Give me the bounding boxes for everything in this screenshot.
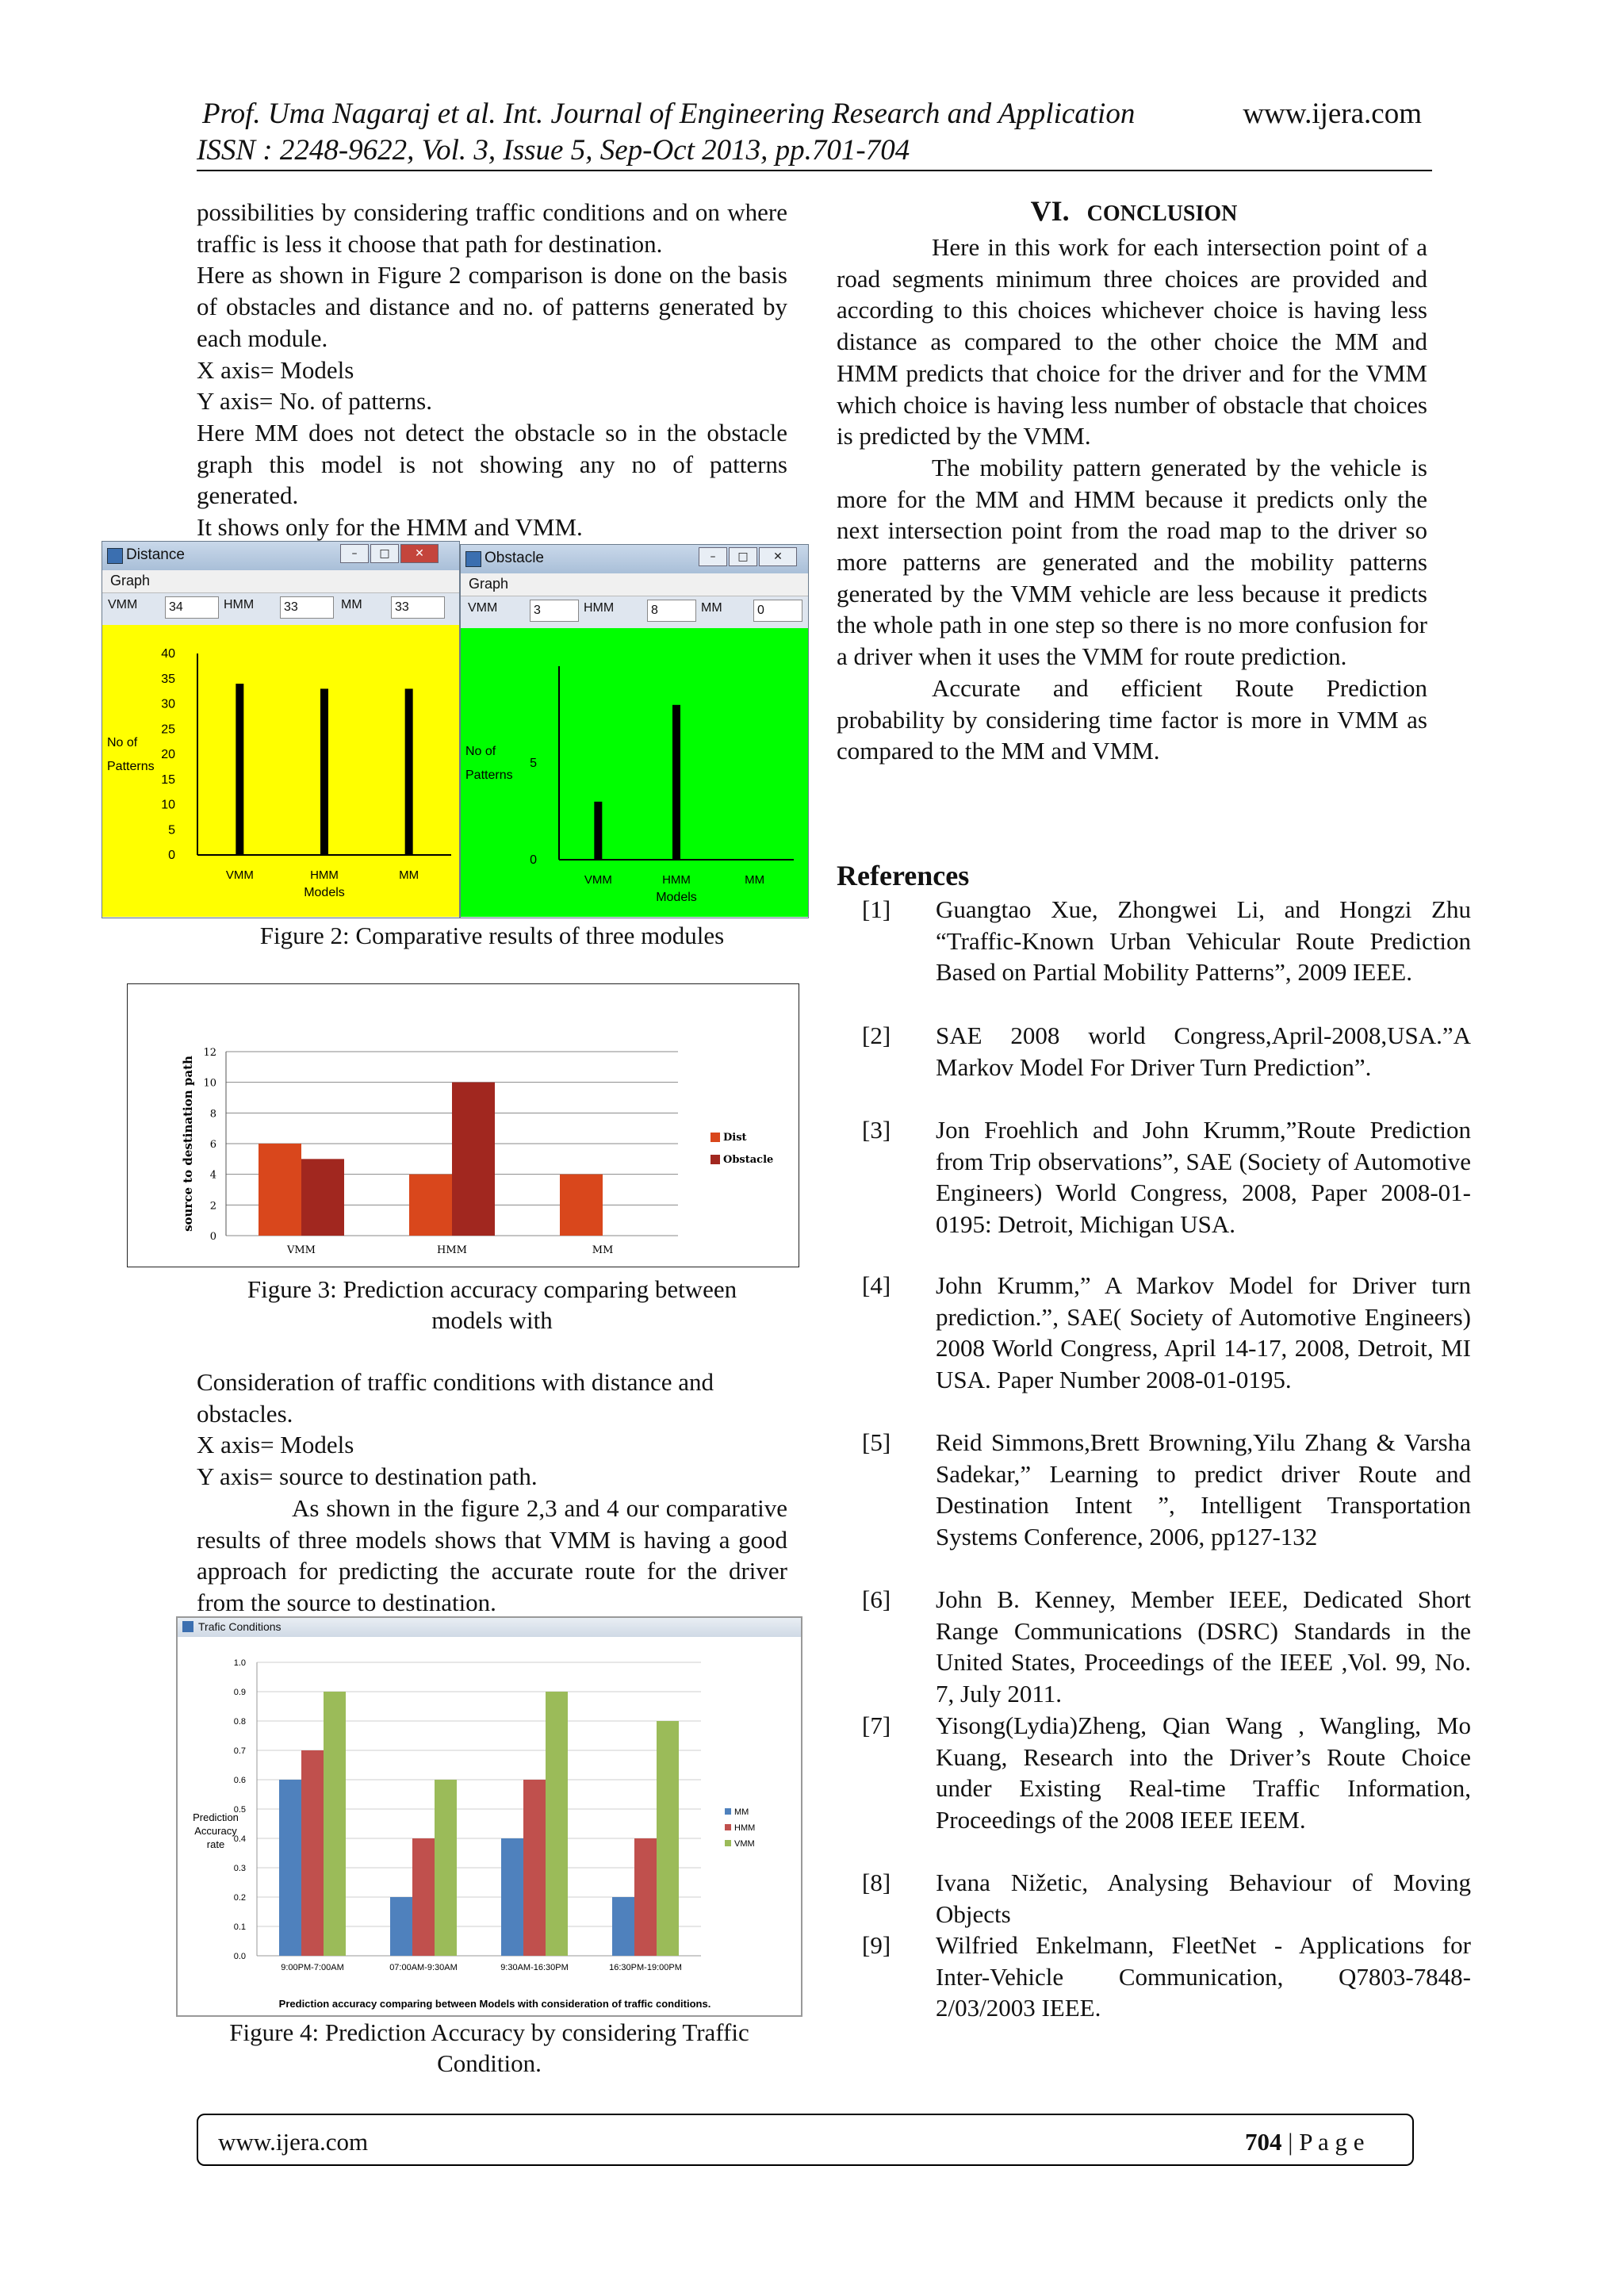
chart-title: Prediction accuracy comparing between Models with consideration of traffic conditions. [278,1998,711,2010]
y-tick-label: 10 [203,1077,216,1090]
close-button[interactable]: ✕ [759,547,797,566]
maximize-button[interactable]: □ [370,544,399,563]
page-label: | P a g e [1281,2128,1365,2156]
bar-hmm-3 [523,1780,546,1956]
y-tick-label: 0.2 [233,1893,246,1903]
x-tick-label: 9:30AM-16:30PM [500,1963,569,1972]
page-number [1245,2128,1365,2156]
reference-number: [4] [862,1271,891,1299]
figure-4-caption [176,2017,802,2079]
x-tick-label: HMM [662,873,691,887]
y-tick-label: 12 [203,1047,216,1059]
reference-text: John B. Kenney, Member IEEE, Dedicated Short Range Communications (DSRC) Standards in the United States, Proceedings of the IEEE ,Vol. 99, No. 7, July 2011. [936,1585,1471,1708]
x-axis-label: Models [304,886,345,899]
x-tick-label: 16:30PM-19:00PM [609,1963,682,1972]
y-tick-label: 0.0 [233,1952,246,1961]
hmm-label: HMM [224,598,255,611]
x-tick-label: 07:00AM-9:30AM [389,1963,458,1972]
y-tick-label: 40 [161,647,175,661]
menu-bar [461,573,808,596]
distance-bar-chart [102,625,459,917]
hmm-value-field[interactable]: 8 [647,600,696,622]
legend-swatch [725,1840,731,1846]
bar-vmm-1 [324,1692,346,1956]
y-tick-label: 0.6 [233,1776,246,1785]
caption-line: models with [431,1306,553,1334]
reference-number: [3] [862,1116,891,1144]
bar-hmm-2 [412,1838,435,1956]
close-button[interactable]: ✕ [400,544,439,563]
vmm-label: VMM [108,598,138,611]
bar-obstacle-hmm [452,1083,495,1236]
bar-vmm-3 [546,1692,568,1956]
reference-text: Guangtao Xue, Zhongwei Li, and Hongzi Zhu “Traffic-Known Urban Vehicular Route Prediction Based on Partial Mobility Patterns”, 2009 IEEE. [936,895,1471,987]
bar-dist-mm [560,1175,603,1236]
y-axis-note: Y axis= No. of patterns. [197,387,432,416]
y-tick-label: 35 [161,672,175,686]
y-tick-label: 1.0 [233,1658,246,1668]
paragraph: It shows only for the HMM and VMM. [197,513,583,542]
reference-text: SAE 2008 world Congress,April-2008,USA.”A Markov Model For Driver Turn Prediction”. [936,1022,1471,1081]
legend-swatch [725,1824,731,1830]
y-tick-label: 10 [161,798,175,812]
y-tick-label: 2 [209,1200,216,1213]
y-axis-label-part: rate [206,1838,225,1850]
window-title: Trafic Conditions [198,1620,282,1633]
figure-3-caption [197,1274,787,1336]
section-number: VI. [1030,195,1070,227]
y-tick-label: 0 [168,849,175,862]
y-axis-label-part: Accuracy [194,1825,237,1837]
y-tick-label: 0.7 [233,1746,246,1756]
obstacle-window-titlebar [461,545,808,573]
caption-line: Figure 3: Prediction accuracy comparing between [247,1275,737,1303]
figure-2-caption: Figure 2: Comparative results of three modules [259,922,725,949]
x-tick-label: VMM [584,873,612,887]
y-tick-label: 0.1 [233,1922,246,1932]
footer-bar [197,2114,1414,2166]
reference-number: [7] [862,1711,891,1739]
reference-number: [9] [862,1931,891,1959]
y-axis-note: Y axis= source to destination path. [197,1462,538,1491]
java-app-icon [107,548,123,564]
distance-field-row [102,592,460,623]
reference-number: [2] [862,1022,891,1049]
chart-background [178,1637,801,2015]
page-number-value: 704 [1245,2128,1282,2156]
y-tick-label: 0 [209,1231,216,1243]
vmm-label: VMM [468,601,498,615]
java-app-icon [182,1621,193,1632]
x-axis-label: Models [656,891,697,904]
legend-swatch [710,1155,720,1164]
y-tick-label: 6 [209,1139,216,1151]
x-tick-label: HMM [437,1244,467,1256]
menu-graph[interactable]: Graph [110,573,151,588]
bar-vmm [594,802,602,860]
figure-3-chart [127,983,799,1267]
y-axis-label: No of [107,736,138,749]
minimize-button[interactable]: – [340,544,369,563]
footer-url[interactable]: www.ijera.com [218,2128,369,2156]
reference-text: Wilfried Enkelmann, FleetNet - Applications for Inter-Vehicle Communication, Q7803-7848-2/03/2003 IEEE. [936,1931,1471,2022]
x-tick-label: HMM [310,868,339,882]
menu-graph[interactable]: Graph [469,576,509,592]
header-rule [197,170,1432,171]
y-axis-label-part: Prediction [193,1811,239,1823]
running-header-issn: ISSN : 2248-9622, Vol. 3, Issue 5, Sep-Oct 2013, pp.701-704 [197,134,910,167]
paragraph: Here MM does not detect the obstacle so in the obstacle graph this model is not showing any no of patterns generated. [197,418,787,510]
reference-number: [8] [862,1869,891,1896]
mm-label: MM [701,601,722,615]
x-tick-label: 9:00PM-7:00AM [281,1963,344,1972]
section-heading [837,194,1431,228]
bar-hmm-4 [634,1838,657,1956]
y-tick-label: 0.8 [233,1717,246,1727]
y-tick-label: 0.9 [233,1688,246,1697]
reference-number: [5] [862,1428,891,1456]
paragraph: possibilities by considering traffic conditions and on where traffic is less it choose that path for destination. [197,198,787,258]
bar-mm-2 [390,1897,412,1956]
y-tick-label: 4 [209,1169,216,1182]
bar-hmm [672,705,680,860]
vmm-value-field[interactable]: 34 [165,596,219,619]
window-title: Obstacle [485,550,544,566]
y-tick-label: 0.4 [233,1834,246,1844]
legend-label: VMM [734,1839,755,1849]
x-tick-label: MM [592,1244,614,1256]
y-tick-label: 0.5 [233,1805,246,1815]
legend-swatch [710,1133,720,1142]
y-tick-label: 20 [161,748,175,761]
y-tick-label: 5 [530,757,537,770]
x-tick-label: VMM [225,868,254,882]
x-axis-note: X axis= Models [197,1431,354,1459]
caption-line: Figure 4: Prediction Accuracy by considering Traffic [229,2018,749,2046]
x-tick-label: VMM [286,1244,316,1256]
reference-number: [1] [862,895,891,923]
hmm-value-field[interactable]: 33 [280,596,334,619]
bar-mm-1 [279,1780,301,1956]
reference-text: John Krumm,” A Markov Model for Driver turn prediction.”, SAE( Society of Automotive Engineers) 2008 World Congress, April 14-17, 2008, Detroit, MI USA. Paper Number 2008-01-0195. [936,1271,1471,1394]
bar-obstacle-vmm [301,1159,344,1236]
java-app-icon [465,551,481,567]
paragraph: Here in this work for each intersection point of a road segments minimum three choices are provided and according to this choices whichever choice is having less distance as compared to the other choice the MM and HMM predicts that choice for the driver and for the VMM which choice is having less number of obstacle that choices is predicted by the VMM. [837,233,1427,450]
running-header-url[interactable]: www.ijera.com [1243,98,1422,130]
obstacle-field-row [460,595,809,627]
hmm-label: HMM [584,601,615,615]
bar-mm-3 [501,1838,523,1956]
y-tick-label: 8 [209,1108,216,1121]
legend-label: HMM [734,1823,756,1833]
x-tick-label: MM [745,873,765,887]
references-heading: References [837,860,970,891]
conclusion-text [837,232,1427,767]
y-tick-label: 0.3 [233,1864,246,1873]
figure-4-chart [178,1637,801,2015]
left-column-text-bottom [197,1366,787,1619]
legend-label: MM [734,1807,749,1817]
reference-text: Reid Simmons,Brett Browning,Yilu Zhang & Varsha Sadekar,” Learning to predict driver Route and Destination Intent ”, Intelligent Transportation Systems Conference, 2006, pp127-132 [936,1428,1471,1551]
bar-vmm-4 [657,1721,679,1956]
paragraph: The mobility pattern generated by the vehicle is more for the MM and HMM because it predicts only the next intersection point from the road map to the driver so more patterns are generated and the mobility patterns generated by the VMM vehicle are less because it predicts the whole path in one step so there is no more confusion for a driver when it uses the VMM for route prediction. [837,453,1427,671]
paragraph: Here as shown in Figure 2 comparison is done on the basis of obstacles and distance and no. of patterns generated by each module. [197,261,787,352]
mm-value-field[interactable]: 0 [753,600,802,622]
obstacle-bar-chart [461,628,808,917]
paragraph: Consideration of traffic conditions with distance and obstacles. [197,1368,714,1428]
x-tick-label: MM [399,868,419,882]
legend-label: Dist [723,1132,747,1144]
y-axis-label: No of [465,745,496,758]
paragraph: Accurate and efficient Route Prediction probability by considering time factor is more in VMM as compared to the MM and VMM. [837,673,1427,765]
bar-dist-hmm [409,1175,452,1236]
maximize-button[interactable]: □ [729,547,757,566]
legend-label: Obstacle [723,1154,774,1166]
bar-dist-vmm [259,1144,301,1236]
mm-label: MM [341,598,362,611]
y-axis-label: Patterns [107,760,155,773]
left-column-text-top [197,197,787,543]
y-tick-label: 0 [530,853,537,867]
bar-vmm [236,684,243,855]
y-tick-label: 5 [168,823,175,838]
running-header-title: Prof. Uma Nagaraj et al. Int. Journal of Engineering Research and Application [202,98,1136,130]
window-title: Distance [126,546,185,563]
reference-text: Yisong(Lydia)Zheng, Qian Wang , Wangling, Mo Kuang, Research into the Driver’s Route Choice under Existing Real-time Traffic Information, Proceedings of the 2008 IEEE IEEM. [936,1711,1471,1834]
y-axis-label: Patterns [465,769,513,782]
y-axis-label: source to destination path [181,1056,195,1232]
bar-vmm-2 [435,1780,457,1956]
legend-swatch [725,1808,731,1815]
y-tick-label: 15 [161,772,175,787]
bar-hmm-1 [301,1750,324,1956]
bar-hmm [320,688,328,855]
vmm-value-field[interactable]: 3 [530,600,579,622]
reference-text: Jon Froehlich and John Krumm,”Route Prediction from Trip observations”, SAE (Society of Automotive Engineers) World Congress, 2008, Paper 2008-01-0195: Detroit, Michigan USA. [936,1116,1471,1239]
bar-mm-4 [612,1897,634,1956]
minimize-button[interactable]: – [699,547,727,566]
section-title: CONCLUSION [1086,201,1238,226]
distance-window-titlebar [102,542,459,570]
menu-bar [102,570,459,593]
bar-mm [405,688,413,855]
caption-line: Condition. [437,2049,542,2077]
mm-value-field[interactable]: 33 [391,596,445,619]
paragraph: As shown in the figure 2,3 and 4 our comparative results of three models shows that VMM is having a good approach for predicting the accurate route for the driver from the source to destination. [197,1493,787,1616]
reference-number: [6] [862,1585,891,1613]
y-tick-label: 25 [161,723,175,737]
reference-text: Ivana Nižetic, Analysing Behaviour of Moving Objects [936,1869,1471,1928]
figure-4-titlebar [178,1618,801,1638]
y-tick-label: 30 [161,697,175,711]
x-axis-note: X axis= Models [197,355,354,384]
